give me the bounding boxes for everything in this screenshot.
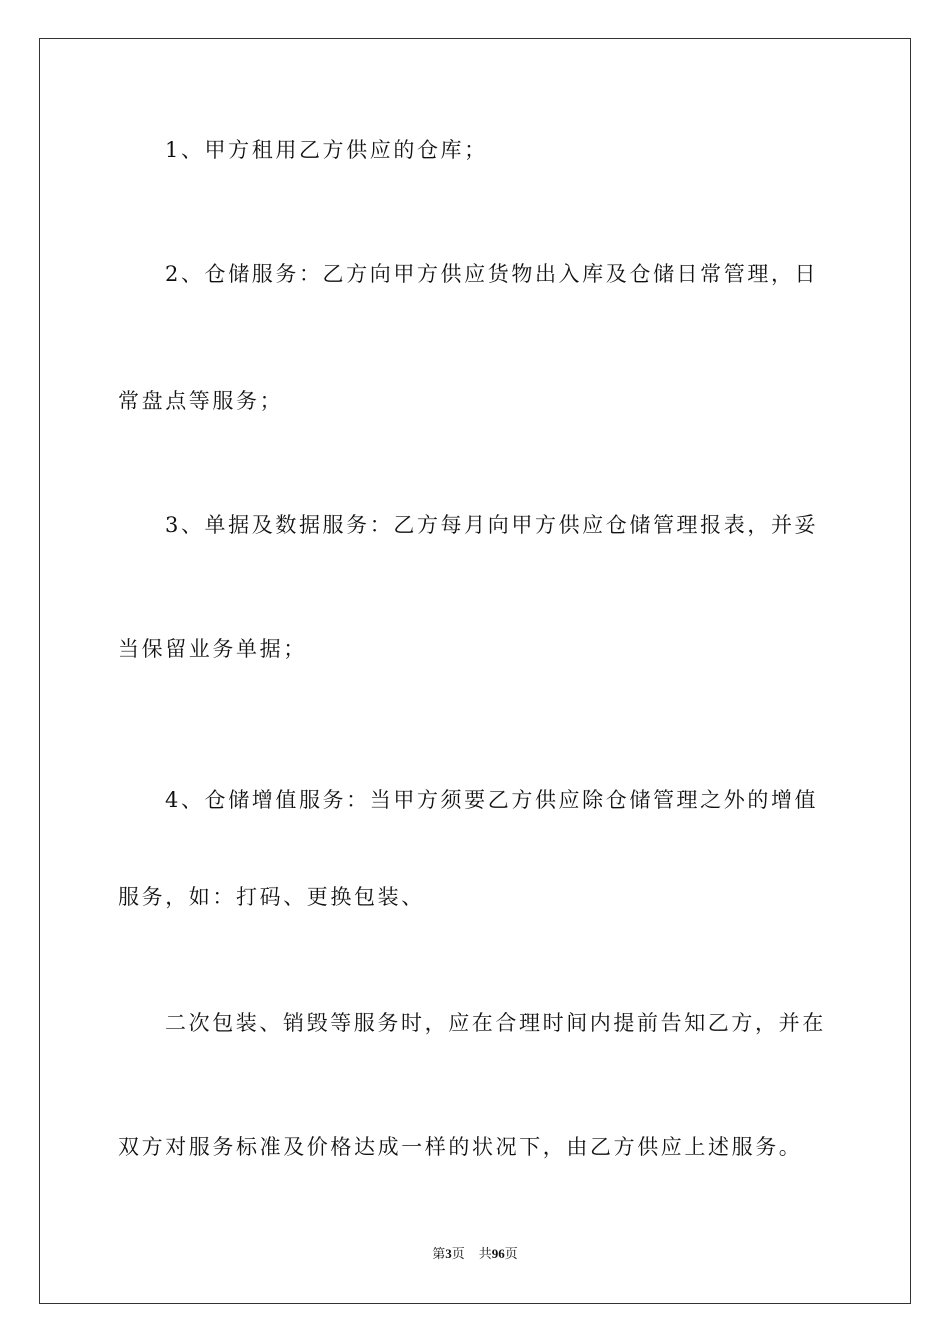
- paragraph-line-8: 二次包装、销毁等服务时，应在合理时间内提前告知乙方，并在: [165, 1011, 826, 1035]
- paragraph-line-3: 常盘点等服务；: [118, 389, 284, 413]
- paragraph-line-6: 4、仓储增值服务：当甲方须要乙方供应除仓储管理之外的增值: [165, 788, 819, 812]
- paragraph-line-1: 1、甲方租用乙方供应的仓库；: [165, 138, 488, 162]
- paragraph-line-5: 当保留业务单据；: [118, 637, 307, 661]
- footer-page-number: 3: [445, 1246, 452, 1261]
- paragraph-line-7: 服务，如：打码、更换包装、: [118, 885, 425, 909]
- footer-total-prefix: 共: [478, 1246, 492, 1261]
- footer-page-suffix: 页: [451, 1246, 465, 1261]
- footer-total-pages: 96: [491, 1246, 505, 1261]
- footer-total-suffix: 页: [504, 1246, 518, 1261]
- page-frame: [39, 38, 911, 1304]
- paragraph-line-2: 2、仓储服务：乙方向甲方供应货物出入库及仓储日常管理，日: [165, 262, 819, 286]
- paragraph-line-9: 双方对服务标准及价格达成一样的状况下，由乙方供应上述服务。: [118, 1135, 803, 1159]
- page-footer: [0, 1245, 950, 1263]
- paragraph-line-4: 3、单据及数据服务：乙方每月向甲方供应仓储管理报表，并妥: [165, 513, 819, 537]
- footer-page-prefix: 第: [432, 1246, 446, 1261]
